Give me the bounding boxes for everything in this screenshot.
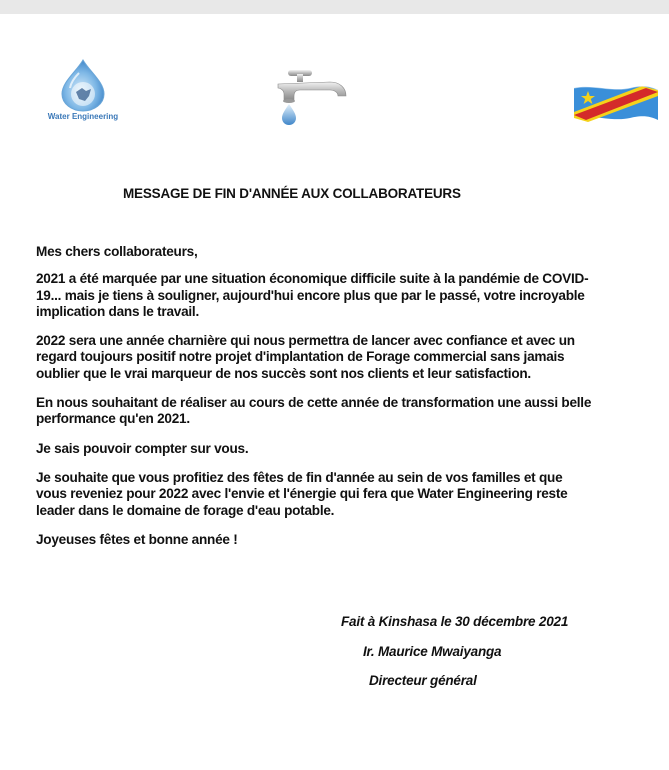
place-date: Fait à Kinshasa le 30 décembre 2021 [341, 614, 569, 629]
signatory-role: Directeur général [369, 673, 477, 688]
paragraph: 2022 sera une année charnière qui nous permettra de lancer avec confiance et avec un regard toujours positif notre projet d'implantation de Forage commercial sans jamais oublier que le vrai marqueur de nos succès sont nos clients et leur satisfaction. [36, 333, 575, 381]
paragraph: 2021 a été marquée par une situation économique difficile suite à la pandémie de COVID-19... mais je tiens à souligner, aujourd'hui encore plus que par le passé, votre incroyable implication dans le travail. [36, 271, 589, 319]
company-logo [38, 58, 128, 124]
letter-body [36, 244, 596, 561]
closing: Joyeuses fêtes et bonne année ! [36, 531, 238, 547]
paragraph: Je souhaite que vous profitiez des fêtes de fin d'année au sein de vos familles et que vous reveniez pour 2022 avec l'envie et l'énergie qui fera que Water Engineering reste leader dans le domaine de forage d'eau potable. [36, 469, 568, 518]
paragraph: En nous souhaitant de réaliser au cours de cette année de transformation une aussi belle performance qu'en 2021. [36, 395, 592, 427]
signatory-name: Ir. Maurice Mwaiyanga [363, 644, 502, 659]
drc-flag-icon [572, 82, 660, 126]
top-bar [0, 0, 669, 14]
water-drop-icon [52, 58, 114, 112]
water-tap-icon [270, 64, 352, 126]
paragraph: Je sais pouvoir compter sur vous. [36, 440, 249, 456]
page-title: MESSAGE DE FIN D'ANNÉE AUX COLLABORATEURS [123, 186, 461, 201]
greeting: Mes chers collaborateurs, [36, 244, 198, 259]
logo-text: Water Engineering [47, 112, 119, 121]
